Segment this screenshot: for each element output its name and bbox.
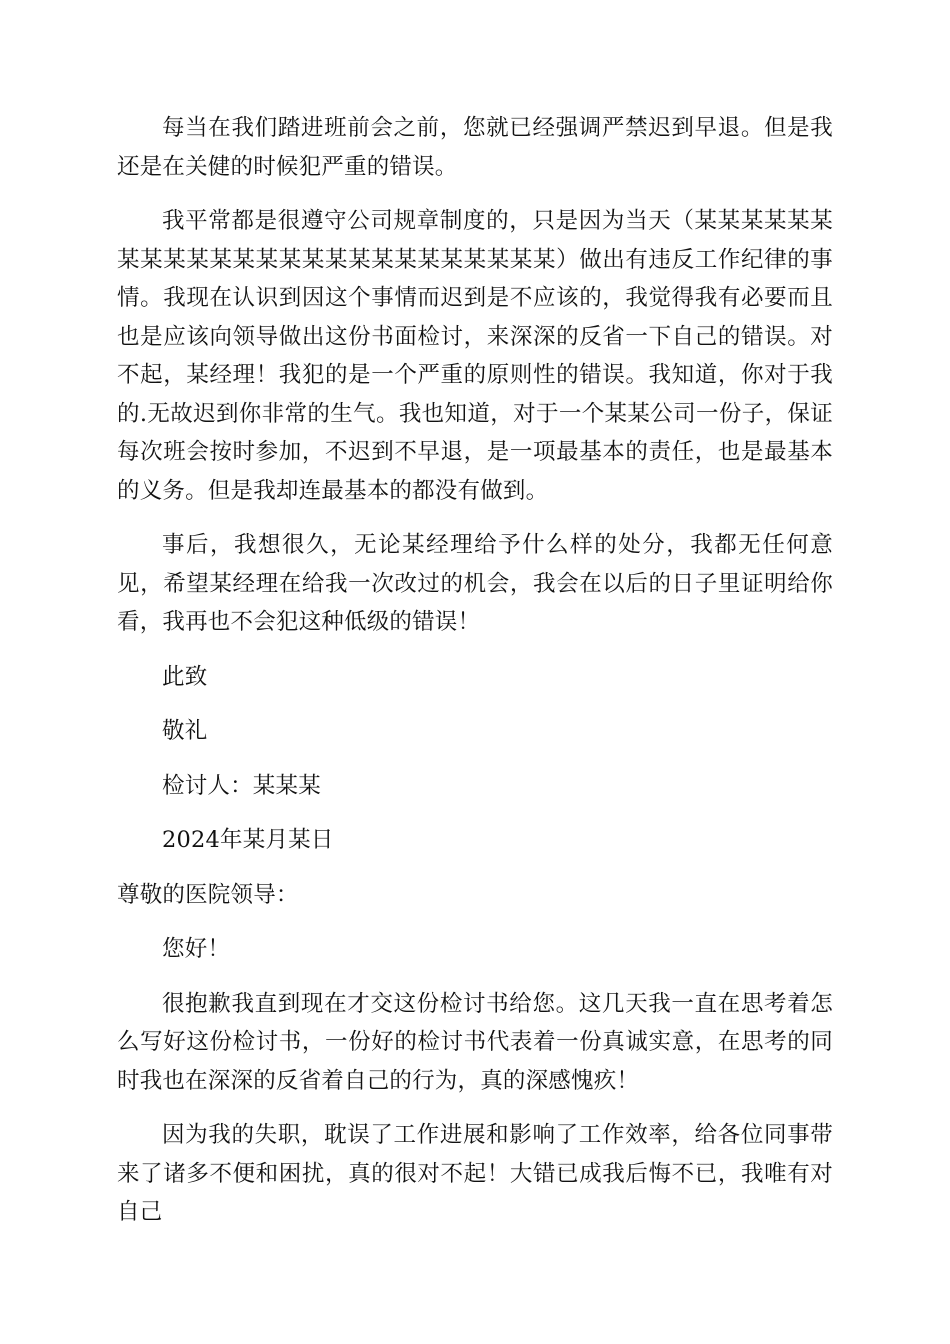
- signature-line: 检讨人：某某某: [162, 772, 321, 799]
- paragraph-consequence: 因为我的失职，耽误了工作进展和影响了工作效率，给各位同事带来了诸多不便和困扰，真的很对不起！大错已成我后悔不已，我唯有对自己: [117, 1122, 833, 1225]
- letter-greeting: 您好！: [162, 936, 231, 962]
- date-line: 2024年某月某日: [162, 827, 334, 853]
- document-body: [117, 109, 833, 1232]
- paragraph-explanation: 我平常都是很遵守公司规章制度的，只是因为当天（某某某某某某某某某某某某某某某某某某某某某某某某某）做出有违反工作纪律的事情。我现在认识到因这个事情而迟到是不应该的，我觉得我有必要而且也是应该向领导做出这份书面检讨，来深深的反省一下自己的错误。对不起，某经理！我犯的是一个严重的原则性的错误。我知道，你对于我的.无故迟到你非常的生气。我也知道，对于一个某某公司一份子，保证每次班会按时参加，不迟到不早退，是一项最基本的责任，也是最基本的义务。但是我却连最基本的都没有做到。: [117, 208, 833, 504]
- paragraph-reason: 每当在我们踏进班前会之前，您就已经强调严禁迟到早退。但是我还是在关健的时候犯严重的错误。: [117, 115, 833, 180]
- paragraph-apology: 很抱歉我直到现在才交这份检讨书给您。这几天我一直在思考着怎么写好这份检讨书，一份好的检讨书代表着一份真诚实意，在思考的同时我也在深深的反省着自己的行为，真的深感愧疚！: [117, 990, 833, 1094]
- closing-regards: 敬礼: [162, 718, 208, 744]
- letter-addressee: 尊敬的医院领导：: [117, 881, 299, 908]
- paragraph-promise: 事后，我想很久，无论某经理给予什么样的处分，我都无任何意见，希望某经理在给我一次改过的机会，我会在以后的日子里证明给你看，我再也不会犯这种低级的错误！: [117, 532, 833, 635]
- closing-salutation: 此致: [162, 663, 208, 690]
